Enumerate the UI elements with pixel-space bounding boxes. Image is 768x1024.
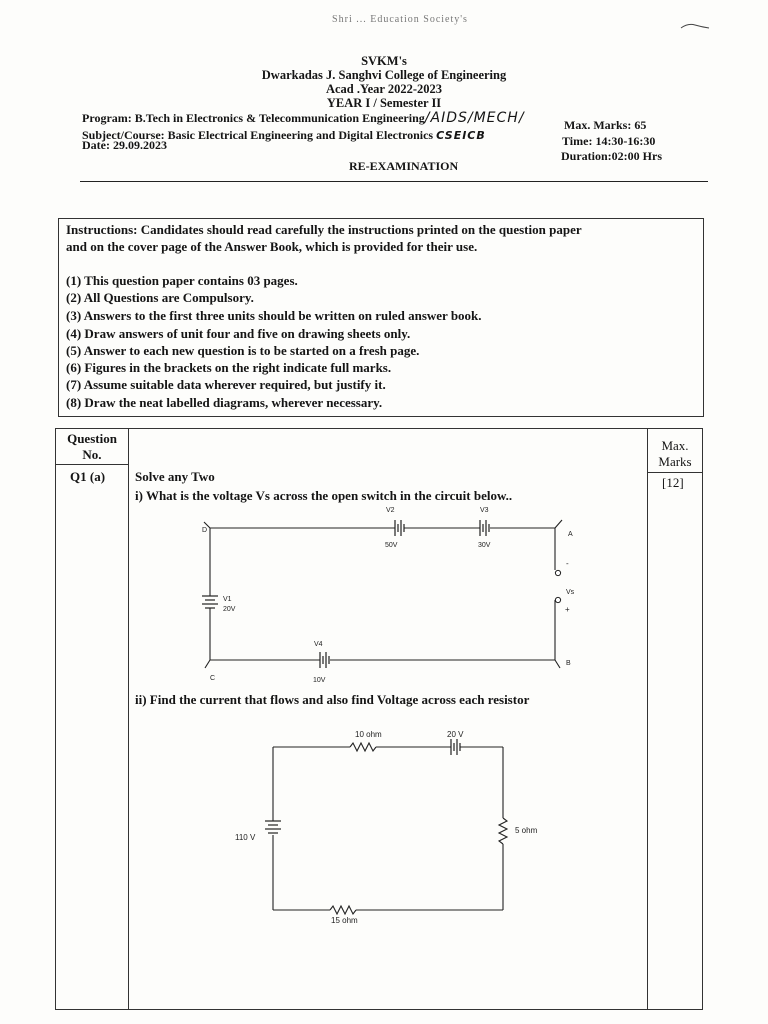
question-number: Q1 (a) <box>70 469 106 484</box>
column-max-marks: Max. Marks <box>658 438 692 469</box>
instruction-item: (5) Answer to each new question is to be started on a fresh page. <box>66 343 420 358</box>
column-question-no: Question No. <box>67 431 117 462</box>
node-a-label: A <box>568 531 573 538</box>
exam-type: RE-EXAMINATION <box>349 159 459 173</box>
v3-value: 30V <box>478 542 491 549</box>
exam-date: Date: 29.09.2023 <box>82 138 167 152</box>
handwritten-mark <box>680 22 710 30</box>
resistor-5ohm-label: 5 ohm <box>515 826 538 835</box>
program-handwritten: /AIDS/MECH/ <box>424 110 525 126</box>
question-marks: [12] <box>662 475 684 490</box>
switch-minus-label: - <box>566 559 569 568</box>
source-20v-label: 20 V <box>447 730 464 739</box>
v4-label: V4 <box>314 641 323 648</box>
node-d-label: D <box>202 527 208 534</box>
table-divider <box>128 428 129 1010</box>
circuit-diagram-2 <box>225 725 555 935</box>
battery-v3-icon <box>480 520 489 536</box>
instruction-item: (2) All Questions are Compulsory. <box>66 290 254 305</box>
node-b-label: B <box>566 660 571 667</box>
circuit-diagram-1 <box>190 500 590 690</box>
battery-v1-icon <box>202 596 218 608</box>
v2-value: 50V <box>385 542 398 549</box>
program-line <box>82 110 525 126</box>
table-divider <box>647 428 648 1010</box>
v4-value: 10V <box>313 677 326 684</box>
resistor-10ohm-label: 10 ohm <box>355 730 382 739</box>
table-header-rule <box>647 472 703 473</box>
instruction-item: (8) Draw the neat labelled diagrams, wherever necessary. <box>66 395 383 410</box>
vs-label: Vs <box>566 589 575 596</box>
source-110v-label: 110 V <box>235 833 256 842</box>
switch-terminal-icon <box>555 597 560 602</box>
battery-v4-icon <box>320 652 329 668</box>
resistor-15ohm-icon <box>330 906 356 914</box>
v1-label: V1 <box>223 596 232 603</box>
academic-year: Acad .Year 2022-2023 <box>325 82 443 96</box>
instruction-item: (1) This question paper contains 03 pages. <box>66 273 298 288</box>
instruction-item: (6) Figures in the brackets on the right indicate full marks. <box>66 360 392 375</box>
subject-handwritten: CSEICB <box>436 129 486 142</box>
switch-plus-label: + <box>565 605 570 614</box>
instruction-item: (3) Answers to the first three units should be written on ruled answer book. <box>66 308 482 323</box>
solve-any-instruction: Solve any Two <box>135 469 215 484</box>
max-marks: Max. Marks: 65 <box>564 118 647 132</box>
battery-20v-icon <box>451 739 460 755</box>
battery-110v-icon <box>265 821 281 833</box>
exam-duration: Duration:02:00 Hrs <box>561 149 662 163</box>
instruction-item: (7) Assume suitable data wherever required, but justify it. <box>66 377 386 392</box>
node-c-label: C <box>210 675 216 682</box>
v3-label: V3 <box>480 507 489 514</box>
instruction-item: (4) Draw answers of unit four and five on drawing sheets only. <box>66 326 411 341</box>
cropped-society-line: Shri ... Education Society's <box>332 14 468 25</box>
table-header-rule <box>55 464 129 465</box>
exam-time: Time: 14:30-16:30 <box>562 134 656 148</box>
program-text: Program: B.Tech in Electronics & Telecommunication Engineering <box>82 111 425 125</box>
question-i-text: i) What is the voltage Vs across the open switch in the circuit below.. <box>135 488 513 503</box>
society-name: SVKM's <box>361 54 407 68</box>
header-rule <box>80 181 708 182</box>
subject-text: Subject/Course: Basic Electrical Engineering and Digital Electronics <box>82 128 434 142</box>
v2-label: V2 <box>386 507 395 514</box>
instructions-intro-2: and on the cover page of the Answer Book, which is provided for their use. <box>66 239 478 254</box>
battery-v2-icon <box>395 520 404 536</box>
question-ii-text: ii) Find the current that flows and also find Voltage across each resistor <box>135 692 530 707</box>
resistor-10ohm-icon <box>350 743 376 751</box>
instructions-intro-1: Instructions: Candidates should read carefully the instructions printed on the question paper <box>66 222 582 237</box>
switch-terminal-icon <box>555 570 560 575</box>
college-name: Dwarkadas J. Sanghvi College of Engineering <box>261 68 507 82</box>
year-semester: YEAR I / Semester II <box>326 96 442 110</box>
resistor-15ohm-label: 15 ohm <box>331 916 358 925</box>
resistor-5ohm-icon <box>499 818 507 844</box>
v1-value: 20V <box>223 606 236 613</box>
